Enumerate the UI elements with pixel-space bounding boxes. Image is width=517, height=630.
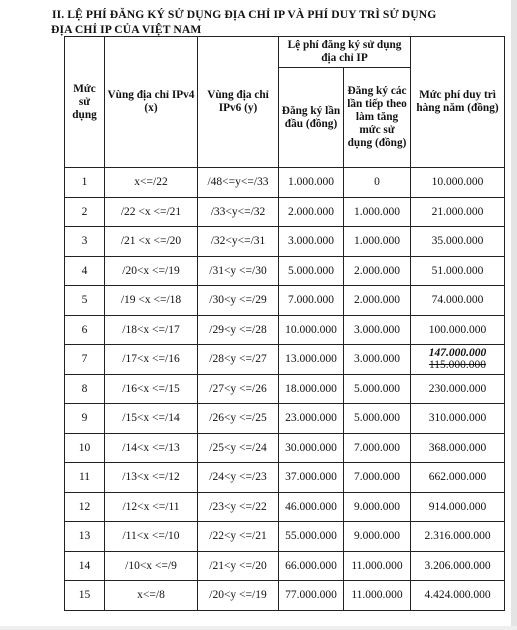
cell-ipv6-range: /21<y <=/20 xyxy=(198,551,279,581)
cell-ipv4-range: /19 <x <=/18 xyxy=(105,286,198,316)
cell-ipv4-range: x<=/22 xyxy=(105,168,198,198)
fee-table-body xyxy=(65,168,505,611)
cell-level: 11 xyxy=(65,463,105,493)
cell-annual-maintenance-fee: 368.000.000 xyxy=(411,433,505,463)
title-line-1: II. LỆ PHÍ ĐĂNG KÝ SỬ DỤNG ĐỊA CHỈ IP VÀ PHÍ DUY TRÌ SỬ DỤNG xyxy=(52,8,437,21)
cell-first-registration-fee: 18.000.000 xyxy=(279,374,344,404)
cell-subsequent-registration-fee: 11.000.000 xyxy=(344,551,411,581)
document-title xyxy=(52,7,514,37)
cell-ipv6-range: /22<y <=/21 xyxy=(198,522,279,552)
header-subsequent-registration: Đăng ký các lần tiếp theo làm tăng mức sử dụng (đồng) xyxy=(344,68,411,168)
header-ipv6: Vùng địa chỉ IPv6 (y) xyxy=(198,37,279,168)
cell-first-registration-fee: 2.000.000 xyxy=(279,197,344,227)
cell-first-registration-fee: 37.000.000 xyxy=(279,463,344,493)
table-row xyxy=(65,315,505,345)
table-row xyxy=(65,345,505,375)
cell-annual-maintenance-fee: 2.316.000.000 xyxy=(411,522,505,552)
cell-annual-maintenance-fee: 3.206.000.000 xyxy=(411,551,505,581)
page-edge-shadow xyxy=(511,0,517,630)
cell-ipv6-range: /28<y <=/27 xyxy=(198,345,279,375)
cell-ipv4-range: /15<x <=/14 xyxy=(105,404,198,434)
header-ipv4: Vùng địa chỉ IPv4 (x) xyxy=(105,37,198,168)
cell-subsequent-registration-fee: 9.000.000 xyxy=(344,492,411,522)
header-registration-fee: Lệ phí đăng ký sử dụng địa chỉ IP xyxy=(279,37,411,68)
fee-table xyxy=(64,36,505,611)
cell-first-registration-fee: 7.000.000 xyxy=(279,286,344,316)
cell-ipv6-range: /24<y <=/23 xyxy=(198,463,279,493)
cell-first-registration-fee: 30.000.000 xyxy=(279,433,344,463)
page-bottom-edge xyxy=(0,626,517,630)
cell-ipv6-range: /27<y <=/26 xyxy=(198,374,279,404)
table-row xyxy=(65,256,505,286)
cell-ipv6-range: /25<y <=/24 xyxy=(198,433,279,463)
cell-subsequent-registration-fee: 2.000.000 xyxy=(344,286,411,316)
cell-ipv4-range: /18<x <=/17 xyxy=(105,315,198,345)
cell-subsequent-registration-fee: 5.000.000 xyxy=(344,374,411,404)
header-annual-maintenance: Mức phí duy trì hàng năm (đồng) xyxy=(411,37,505,168)
cell-subsequent-registration-fee: 7.000.000 xyxy=(344,433,411,463)
cell-first-registration-fee: 77.000.000 xyxy=(279,581,344,611)
table-row xyxy=(65,551,505,581)
cell-level: 9 xyxy=(65,404,105,434)
cell-first-registration-fee: 5.000.000 xyxy=(279,256,344,286)
cell-level: 15 xyxy=(65,581,105,611)
cell-level: 6 xyxy=(65,315,105,345)
cell-annual-maintenance-fee: 230.000.000 xyxy=(411,374,505,404)
table-row xyxy=(65,433,505,463)
cell-level: 10 xyxy=(65,433,105,463)
cell-ipv6-range: /48<=y<=/33 xyxy=(198,168,279,198)
table-row xyxy=(65,227,505,257)
cell-first-registration-fee: 1.000.000 xyxy=(279,168,344,198)
cell-level: 12 xyxy=(65,492,105,522)
cell-annual-maintenance-fee: 662.000.000 xyxy=(411,463,505,493)
cell-subsequent-registration-fee: 7.000.000 xyxy=(344,463,411,493)
cell-subsequent-registration-fee: 2.000.000 xyxy=(344,256,411,286)
table-row xyxy=(65,522,505,552)
table-row xyxy=(65,581,505,611)
cell-ipv4-range: /11<x <=/10 xyxy=(105,522,198,552)
cell-ipv4-range: /10<x <=/9 xyxy=(105,551,198,581)
cell-subsequent-registration-fee: 5.000.000 xyxy=(344,404,411,434)
cell-ipv6-range: /33<y<=/32 xyxy=(198,197,279,227)
header-first-registration: Đăng ký lần đầu (đồng) xyxy=(279,68,344,168)
cell-ipv6-range: /30<y <=/29 xyxy=(198,286,279,316)
cell-annual-maintenance-fee: 10.000.000 xyxy=(411,168,505,198)
cell-annual-maintenance-fee: 35.000.000 xyxy=(411,227,505,257)
cell-subsequent-registration-fee: 1.000.000 xyxy=(344,227,411,257)
cell-ipv6-range: /26<y <=/25 xyxy=(198,404,279,434)
cell-annual-maintenance-fee: 310.000.000 xyxy=(411,404,505,434)
table-row xyxy=(65,374,505,404)
cell-first-registration-fee: 3.000.000 xyxy=(279,227,344,257)
cell-annual-maintenance-fee: 100.000.000 xyxy=(411,315,505,345)
table-row xyxy=(65,168,505,198)
cell-level: 7 xyxy=(65,345,105,375)
cell-subsequent-registration-fee: 0 xyxy=(344,168,411,198)
cell-annual-maintenance-fee: 51.000.000 xyxy=(411,256,505,286)
cell-annual-maintenance-fee: 914.000.000 xyxy=(411,492,505,522)
cell-subsequent-registration-fee: 9.000.000 xyxy=(344,522,411,552)
cell-level: 1 xyxy=(65,168,105,198)
cell-ipv4-range: /20<x <=/19 xyxy=(105,256,198,286)
cell-annual-maintenance-fee: 4.424.000.000 xyxy=(411,581,505,611)
title-line-2: ĐỊA CHỈ IP CỦA VIỆT NAM xyxy=(51,23,202,36)
cell-ipv4-range: /17<x <=/16 xyxy=(105,345,198,375)
cell-level: 3 xyxy=(65,227,105,257)
cell-ipv4-range: /16<x <=/15 xyxy=(105,374,198,404)
cell-ipv4-range: /22 <x <=/21 xyxy=(105,197,198,227)
cell-subsequent-registration-fee: 3.000.000 xyxy=(344,315,411,345)
table-row xyxy=(65,463,505,493)
cell-first-registration-fee: 23.000.000 xyxy=(279,404,344,434)
cell-first-registration-fee: 46.000.000 xyxy=(279,492,344,522)
table-row xyxy=(65,404,505,434)
header-level: Mức sử dụng xyxy=(65,37,105,168)
cell-ipv6-range: /23<y <=/22 xyxy=(198,492,279,522)
cell-ipv4-range: /12<x <=/11 xyxy=(105,492,198,522)
cell-ipv6-range: /31<y <=/30 xyxy=(198,256,279,286)
cell-first-registration-fee: 55.000.000 xyxy=(279,522,344,552)
cell-level: 2 xyxy=(65,197,105,227)
cell-ipv4-range: /14<x <=/13 xyxy=(105,433,198,463)
cell-level: 8 xyxy=(65,374,105,404)
cell-ipv6-range: /20<y <=/19 xyxy=(198,581,279,611)
cell-annual-maintenance-fee: 74.000.000 xyxy=(411,286,505,316)
cell-first-registration-fee: 66.000.000 xyxy=(279,551,344,581)
cell-ipv4-range: /21 <x <=/20 xyxy=(105,227,198,257)
cell-ipv4-range: /13<x <=/12 xyxy=(105,463,198,493)
cell-annual-maintenance-fee: 21.000.000 xyxy=(411,197,505,227)
cell-subsequent-registration-fee: 1.000.000 xyxy=(344,197,411,227)
cell-level: 13 xyxy=(65,522,105,552)
cell-first-registration-fee: 10.000.000 xyxy=(279,315,344,345)
annual-fee-struck: 115.000.000 xyxy=(428,359,487,372)
cell-ipv6-range: /32<y<=/31 xyxy=(198,227,279,257)
table-row xyxy=(65,286,505,316)
cell-first-registration-fee: 13.000.000 xyxy=(279,345,344,375)
cell-annual-maintenance-fee xyxy=(411,345,505,375)
cell-level: 4 xyxy=(65,256,105,286)
table-row xyxy=(65,492,505,522)
cell-subsequent-registration-fee: 11.000.000 xyxy=(344,581,411,611)
cell-level: 5 xyxy=(65,286,105,316)
annual-fee-amended: 147.000.000 xyxy=(428,347,487,360)
cell-subsequent-registration-fee: 3.000.000 xyxy=(344,345,411,375)
cell-ipv4-range: x<=/8 xyxy=(105,581,198,611)
cell-ipv6-range: /29<y <=/28 xyxy=(198,315,279,345)
cell-level: 14 xyxy=(65,551,105,581)
table-row xyxy=(65,197,505,227)
